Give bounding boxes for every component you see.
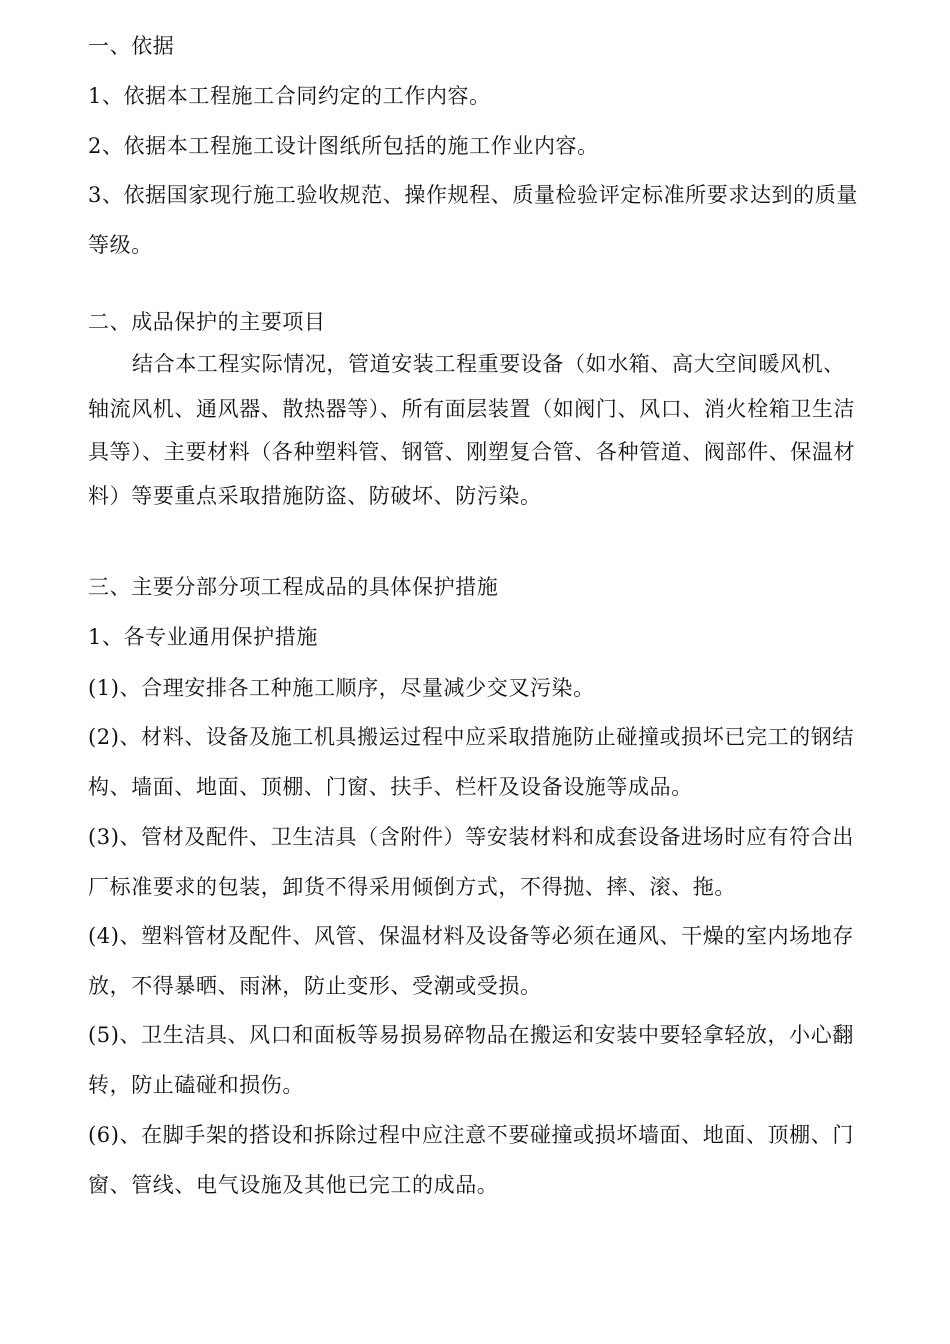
measure-3-line-2: 厂标准要求的包装，卸货不得采用倾倒方式，不得抛、摔、滚、拖。 [88, 875, 736, 899]
section-2-paragraph-line-2: 轴流风机、通风器、散热器等）、所有面层装置（如阀门、风口、消火栓箱卫生洁 [88, 397, 856, 421]
section-3-sub-1-heading: 1、各专业通用保护措施 [88, 625, 318, 649]
section-1-heading: 一、依据 [88, 34, 175, 58]
measure-4-line-1: (4)、塑料管材及配件、风管、保温材料及设备等必须在通风、干燥的室内场地存 [88, 924, 854, 948]
measure-5-line-2: 转，防止磕碰和损伤。 [88, 1073, 304, 1097]
measure-3-line-1: (3)、管材及配件、卫生洁具（含附件）等安装材料和成套设备进场时应有符合出 [88, 825, 854, 849]
section-1-item-3-line-2: 等级。 [88, 233, 153, 257]
section-1-item-2: 2、依据本工程施工设计图纸所包括的施工作业内容。 [88, 134, 599, 158]
measure-1: (1)、合理安排各工种施工顺序，尽量减少交叉污染。 [88, 676, 595, 700]
section-2-paragraph-line-1: 结合本工程实际情况，管道安装工程重要设备（如水箱、高大空间暖风机、 [132, 352, 845, 376]
measure-6-line-2: 窗、管线、电气设施及其他已完工的成品。 [88, 1173, 499, 1197]
section-2-paragraph-line-3: 具等）、主要材料（各种塑料管、钢管、刚塑复合管、各种管道、阀部件、保温材 [88, 440, 856, 464]
measure-6-line-1: (6)、在脚手架的搭设和拆除过程中应注意不要碰撞或损坏墙面、地面、顶棚、门 [88, 1123, 854, 1147]
section-1-item-3-line-1: 3、依据国家现行施工验收规范、操作规程、质量检验评定标准所要求达到的质量 [88, 183, 858, 207]
measure-4-line-2: 放，不得暴晒、雨淋，防止变形、受潮或受损。 [88, 974, 542, 998]
section-2-heading: 二、成品保护的主要项目 [88, 310, 326, 334]
section-3-heading: 三、主要分部分项工程成品的具体保护措施 [88, 575, 499, 599]
section-2-paragraph-line-4: 料）等要重点采取措施防盗、防破坏、防污染。 [88, 484, 542, 508]
section-1-item-1: 1、依据本工程施工合同约定的工作内容。 [88, 84, 491, 108]
measure-2-line-2: 构、墙面、地面、顶棚、门窗、扶手、栏杆及设备设施等成品。 [88, 775, 693, 799]
measure-2-line-1: (2)、材料、设备及施工机具搬运过程中应采取措施防止碰撞或损坏已完工的钢结 [88, 725, 854, 749]
measure-5-line-1: (5)、卫生洁具、风口和面板等易损易碎物品在搬运和安装中要轻拿轻放，小心翻 [88, 1023, 854, 1047]
